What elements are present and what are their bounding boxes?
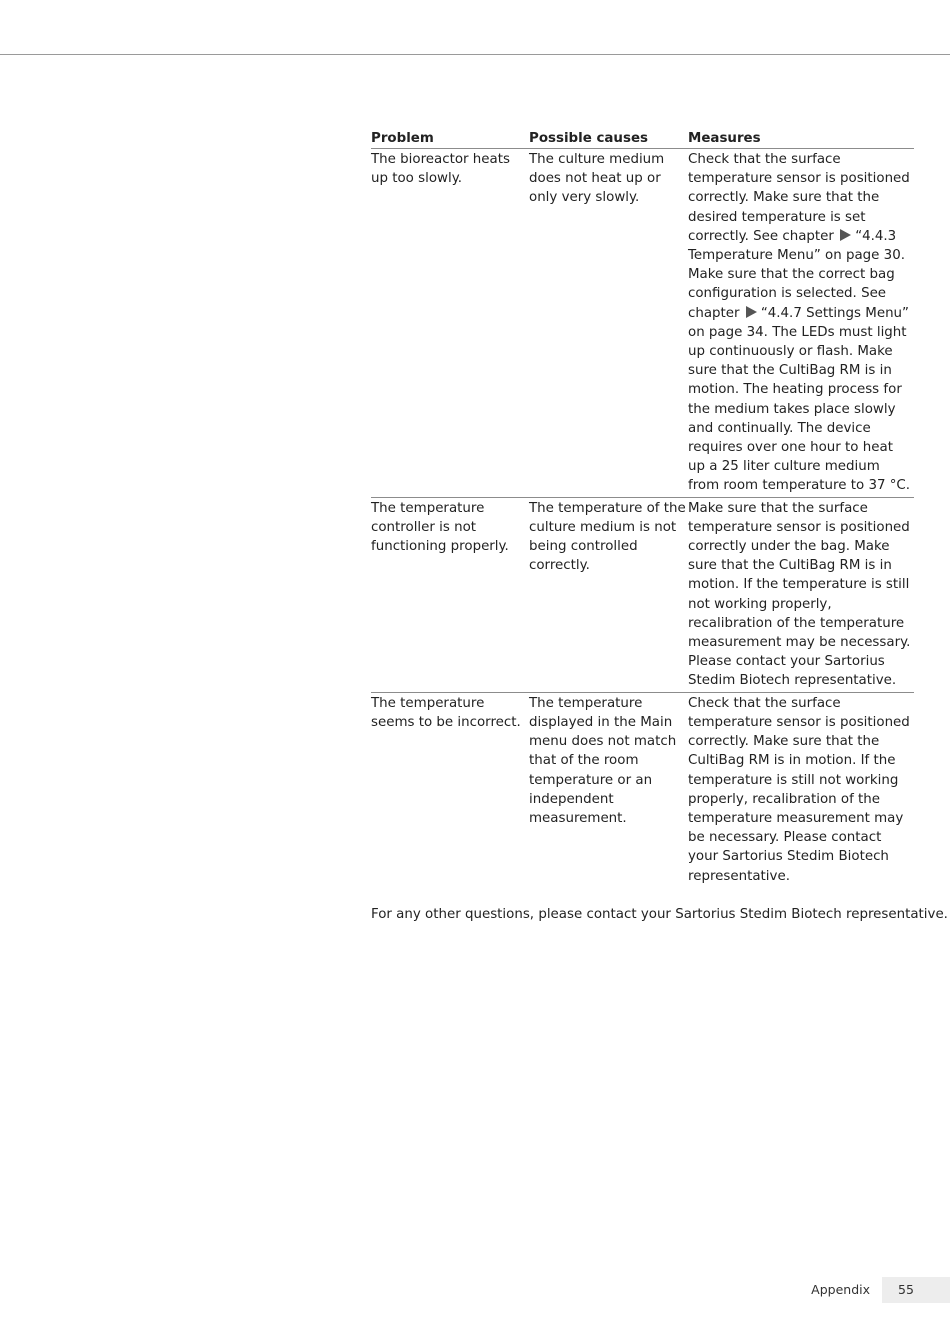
right-triangle-icon bbox=[746, 306, 757, 318]
problem-cell: The temperature seems to be incorrect. bbox=[371, 695, 521, 730]
table-row bbox=[371, 149, 914, 498]
right-triangle-icon bbox=[840, 229, 851, 241]
table-row bbox=[371, 692, 914, 887]
measure-cell bbox=[688, 149, 914, 498]
page-content bbox=[371, 128, 948, 924]
header-possible-causes: Possible causes bbox=[529, 128, 688, 149]
troubleshooting-table bbox=[371, 128, 914, 887]
header-measures: Measures bbox=[688, 128, 914, 149]
measure-cell: Check that the surface temperature sensor is positioned correctly. Make sure that the CultiBag RM is in motion. If the temperature is still not working properly, recalibration of the temperature measurement may be necessary. Please contact your Sartorius Stedim Biotech representative. bbox=[688, 695, 910, 884]
measure-text: Check that the surface temperature sensor is positioned correctly. Make sure that the desired temperature is set correctly. See chapter bbox=[688, 152, 910, 244]
chapter-reference-link[interactable]: “4.4.3 Temperature Menu” on page 30. bbox=[688, 228, 905, 264]
measure-cell: Make sure that the surface temperature sensor is positioned correctly under the bag. Make sure that the CultiBag RM is in motion. If the temperature is still not working properly, recalibration of the temperature measurement may be necessary. Please contact your Sartorius Stedim Biotech representative. bbox=[688, 497, 914, 692]
table-row bbox=[371, 497, 914, 692]
header-rule bbox=[0, 54, 950, 55]
header-problem: Problem bbox=[371, 128, 529, 149]
measure-text: Make sure that the correct bag configuration is selected. See chapter bbox=[688, 267, 895, 321]
footer-section-label: Appendix bbox=[811, 1282, 870, 1297]
contact-note: For any other questions, please contact your Sartorius Stedim Biotech representative. bbox=[371, 906, 948, 922]
cause-cell: The temperature displayed in the Main menu does not match that of the room temperature or an independent measurement. bbox=[529, 695, 677, 826]
chapter-reference-link[interactable]: “4.4.7 Settings Menu” on page 34. bbox=[688, 305, 909, 340]
table-header-row bbox=[371, 128, 914, 149]
problem-cell: The bioreactor heats up too slowly. bbox=[371, 149, 529, 498]
problem-cell: The temperature controller is not functioning properly. bbox=[371, 497, 529, 692]
cause-cell: The culture medium does not heat up or only very slowly. bbox=[529, 149, 688, 498]
page-number: 55 bbox=[898, 1282, 914, 1297]
measure-text: The LEDs must light up continuously or flash. Make sure that the CultiBag RM is in motion. The heating process for the medium takes place slowly and continually. The device requires over one hour to heat up a 25 liter culture medium from room temperature to 37 °C. bbox=[688, 324, 911, 494]
cause-cell: The temperature of the culture medium is not being controlled correctly. bbox=[529, 497, 688, 692]
